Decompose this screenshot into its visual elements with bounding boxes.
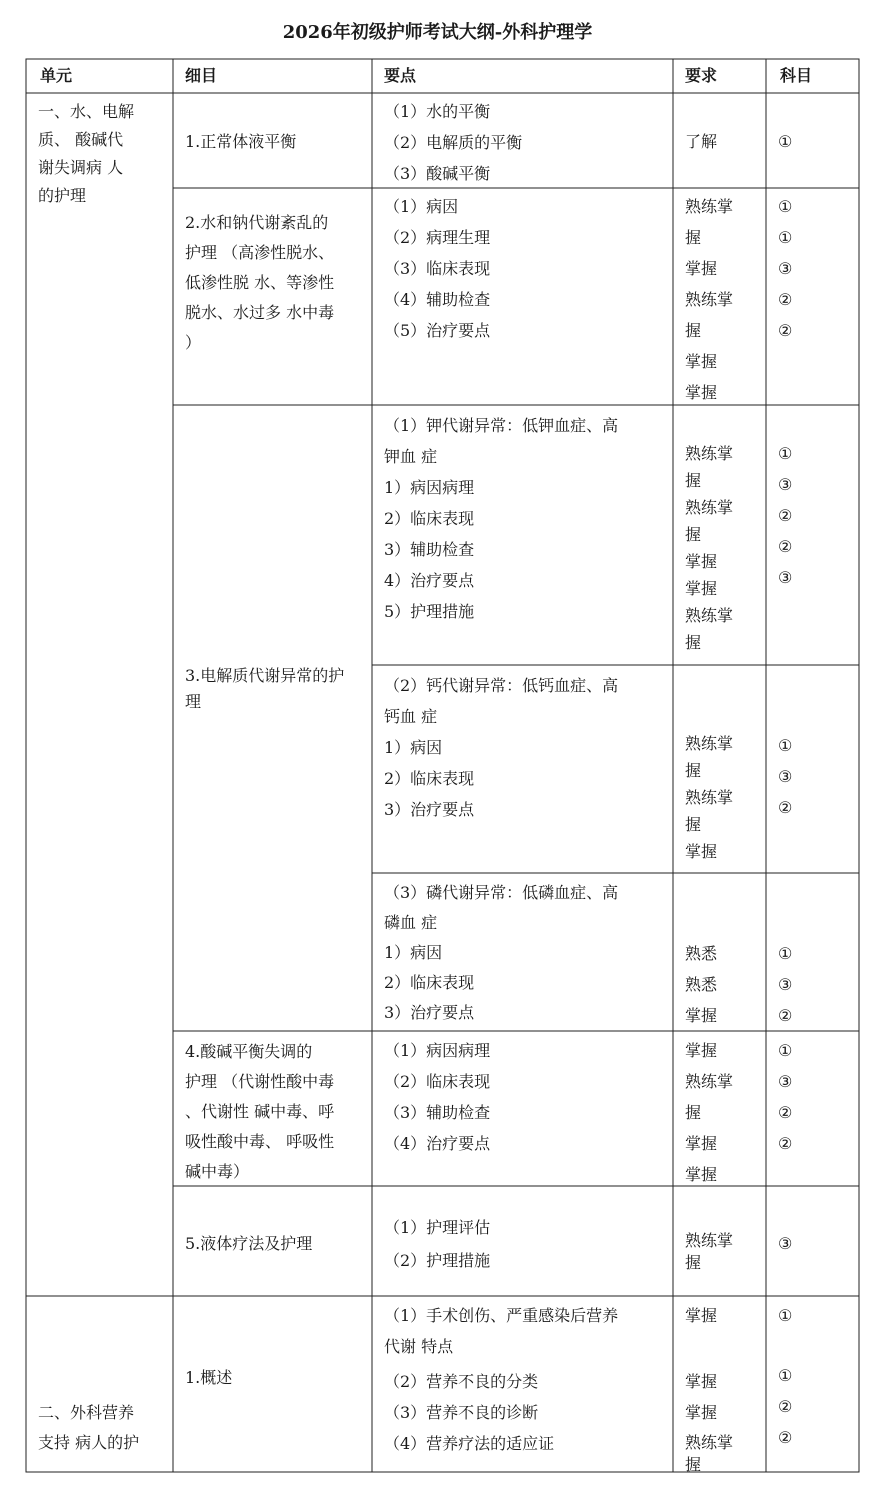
subject-cell [778,126,792,157]
header-item: 细目 [185,66,218,85]
requirement-cell [685,1035,733,1190]
subject-line: ② [778,1134,793,1153]
item-line: 理 [185,692,202,711]
unit-2-line: 支持 病人的护 [38,1433,140,1452]
subject-line: ① [778,736,793,755]
subject-line: ① [778,1306,793,1325]
requirement-line: 握 [685,1455,702,1474]
unit-1-line: 质、 酸碱代 [38,130,124,149]
requirement-cell [685,440,733,656]
unit-1-cell [38,98,134,210]
requirement-line: 熟练掌 [685,290,734,309]
point-line: （4）治疗要点 [384,1134,491,1153]
requirement-line: 握 [685,815,702,834]
subject-line: ① [778,197,793,216]
point-line: （1）钾代谢异常：低钾血症、高 [384,416,619,435]
point-line: 代谢 特点 [384,1337,454,1356]
unit-2-cell [38,1398,139,1458]
point-line: （2）营养不良的分类 [384,1372,539,1391]
point-line: （1）手术创伤、严重感染后营养 [384,1306,619,1325]
point-line: （2）病理生理 [384,228,491,247]
requirement-line: 握 [685,1103,702,1122]
requirement-line: 掌握 [685,383,718,402]
requirement-line: 掌握 [685,259,718,278]
point-line: （2）护理措施 [384,1251,491,1270]
point-line: （4）营养疗法的适应证 [384,1434,555,1453]
requirement-line: 熟练掌 [685,1231,734,1250]
point-line: 2）临床表现 [384,973,475,992]
point-line: 磷血 症 [384,913,438,932]
requirement-line: 熟悉 [685,975,718,994]
requirement-line: 熟练掌 [685,444,734,463]
requirement-line: 握 [685,321,702,340]
point-line: （2）电解质的平衡 [384,133,523,152]
requirement-line: 了解 [685,132,718,151]
requirement-line: 熟练掌 [685,498,734,517]
requirement-line: 握 [685,471,702,490]
requirement-line: 熟悉 [685,944,718,963]
unit-1-line: 一、水、电解 [38,102,135,121]
point-line: （1）水的平衡 [384,102,491,121]
point-line: （2）临床表现 [384,1072,491,1091]
points-cell [384,191,490,346]
requirement-cell [685,1300,733,1476]
item-line: 脱水、水过多 水中毒 [185,303,335,322]
item-6-cell [185,1362,232,1393]
point-line: （3）辅助检查 [384,1103,491,1122]
subject-line: ② [778,1397,793,1416]
point-line: 5）护理措施 [384,602,475,621]
header-points: 要点 [384,66,417,85]
subject-line: ② [778,290,793,309]
point-line: （3）磷代谢异常：低磷血症、高 [384,883,619,902]
requirement-line: 掌握 [685,1134,718,1153]
point-line: （1）护理评估 [384,1218,491,1237]
subject-cell [778,1035,792,1159]
requirement-line: 掌握 [685,1165,718,1184]
item-line: ） [185,333,202,352]
item-2-cell [185,208,334,358]
subject-line: ① [778,228,793,247]
header-subject: 科目 [780,66,813,85]
item-line: 护理 （高渗性脱水、 [185,243,335,262]
subject-line: ③ [778,259,793,278]
item-line: 2.水和钠代谢紊乱的 [185,213,329,232]
point-line: 4）治疗要点 [384,571,475,590]
point-line: 3）治疗要点 [384,800,475,819]
point-line: （1）病因病理 [384,1041,491,1060]
points-cell [384,670,618,825]
point-line: （2）钙代谢异常：低钙血症、高 [384,676,619,695]
subject-line: ① [778,1041,793,1060]
requirement-cell [685,730,733,865]
requirement-line: 握 [685,525,702,544]
point-line: 3）治疗要点 [384,1003,475,1022]
requirement-cell [685,191,733,408]
requirement-line: 掌握 [685,579,718,598]
subject-line: ② [778,798,793,817]
subject-line: ③ [778,767,793,786]
requirement-cell [685,126,717,157]
points-cell [384,1211,490,1277]
requirement-line: 掌握 [685,1041,718,1060]
point-line: 3）辅助检查 [384,540,475,559]
unit-1-line: 的护理 [38,186,87,205]
item-line: 护理 （代谢性酸中毒 [185,1072,335,1091]
requirement-line: 熟练掌 [685,606,734,625]
unit-1-line: 谢失调病 人 [38,158,124,177]
requirement-line: 掌握 [685,842,718,861]
point-line: （3）酸碱平衡 [384,164,491,183]
item-line: 碱中毒） [185,1162,250,1181]
item-1-cell [185,126,296,157]
subject-line: ③ [778,568,793,587]
subject-line: ① [778,944,793,963]
requirement-line: 掌握 [685,552,718,571]
subject-line: ① [778,1366,793,1385]
item-line: 低渗性脱 水、等渗性 [185,273,335,292]
requirement-line: 掌握 [685,1403,718,1422]
requirement-line: 握 [685,228,702,247]
requirement-line: 掌握 [685,352,718,371]
item-line: 、代谢性 碱中毒、呼 [185,1102,335,1121]
points-cell [384,410,618,627]
points-cell [384,1035,490,1159]
point-line: （3）营养不良的诊断 [384,1403,539,1422]
subject-line: ② [778,321,793,340]
page-title: 2026年初级护师考试大纲-外科护理学 [282,22,593,43]
subject-line: ③ [778,1234,793,1253]
subject-cell [778,730,792,823]
item-line: 3.电解质代谢异常的护 [185,666,345,685]
requirement-cell [685,938,717,1031]
subject-cell [778,938,792,1031]
subject-line: ② [778,1103,793,1122]
item-3-cell [185,663,344,715]
point-line: 1）病因 [384,738,443,757]
point-line: 2）临床表现 [384,509,475,528]
point-line: （4）辅助检查 [384,290,491,309]
subject-cell [778,1228,792,1259]
subject-line: ② [778,537,793,556]
requirement-line: 握 [685,761,702,780]
header-requirement: 要求 [685,66,718,85]
subject-line: ③ [778,975,793,994]
subject-line: ② [778,1428,793,1447]
item-line: 5.液体疗法及护理 [185,1234,313,1253]
subject-line: ③ [778,1072,793,1091]
item-line: 1.正常体液平衡 [185,132,297,151]
requirement-line: 掌握 [685,1006,718,1025]
requirement-line: 掌握 [685,1306,718,1325]
subject-line: ② [778,1006,793,1025]
item-4-cell [185,1037,334,1187]
requirement-line: 熟练掌 [685,1072,734,1091]
requirement-line: 熟练掌 [685,197,734,216]
points-cell [384,1300,618,1459]
requirement-line: 握 [685,1253,702,1272]
subject-cell [778,191,792,346]
requirement-line: 掌握 [685,1372,718,1391]
point-line: （1）病因 [384,197,459,216]
point-line: 2）临床表现 [384,769,475,788]
point-line: 钙血 症 [384,707,438,726]
item-5-cell [185,1228,312,1259]
subject-line: ① [778,444,793,463]
subject-line: ③ [778,475,793,494]
subject-line: ① [778,132,793,151]
unit-2-line: 二、外科营养 [38,1403,135,1422]
point-line: （5）治疗要点 [384,321,491,340]
subject-cell [778,1300,792,1453]
requirement-line: 熟练掌 [685,734,734,753]
points-cell [384,96,522,189]
point-line: （3）临床表现 [384,259,491,278]
point-line: 1）病因病理 [384,478,475,497]
item-line: 1.概述 [185,1368,233,1387]
points-cell [384,878,618,1028]
item-line: 4.酸碱平衡失调的 [185,1042,313,1061]
subject-line: ② [778,506,793,525]
point-line: 钾血 症 [384,447,438,466]
subject-cell [778,438,792,593]
requirement-line: 熟练掌 [685,788,734,807]
item-line: 吸性酸中毒、 呼吸性 [185,1132,335,1151]
requirement-line: 熟练掌 [685,1433,734,1452]
requirement-line: 握 [685,633,702,652]
point-line: 1）病因 [384,943,443,962]
header-unit: 单元 [40,66,73,85]
requirement-cell [685,1230,733,1274]
